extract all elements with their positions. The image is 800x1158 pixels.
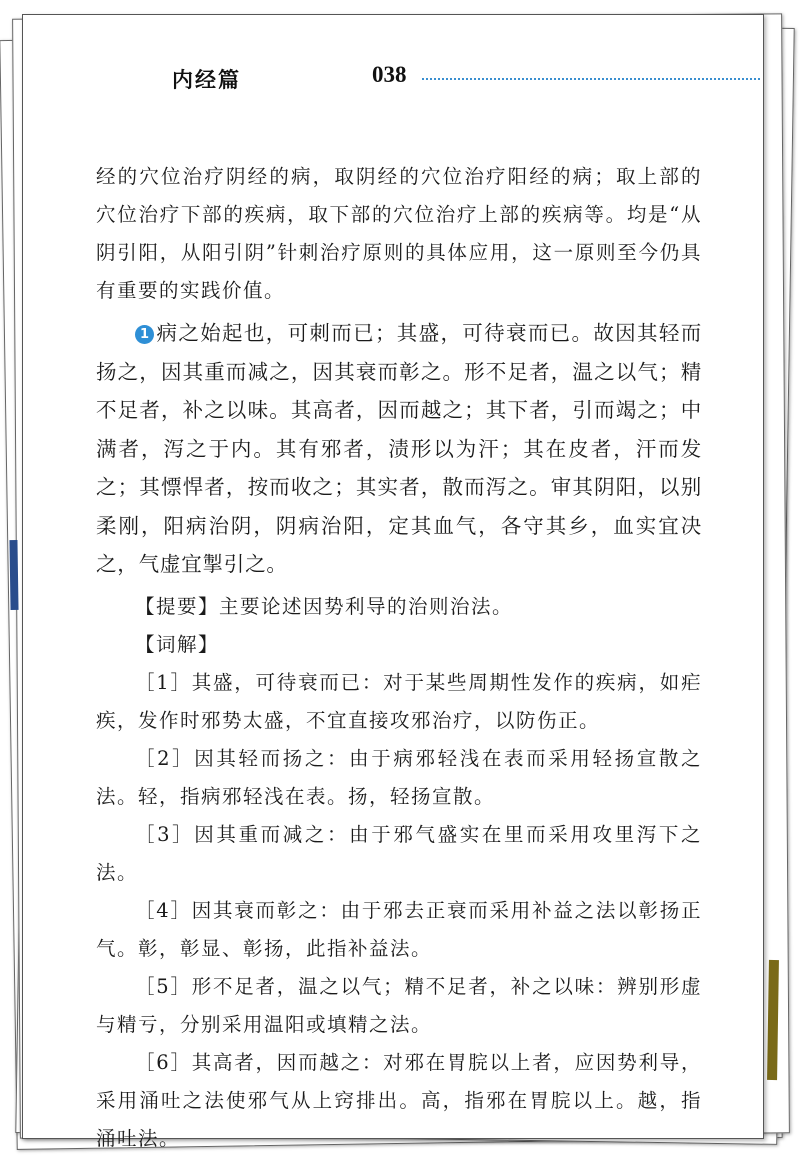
glossary-note: ［4］因其衰而彰之：由于邪去正衰而采用补益之法以彰扬正气。彰，彰显、彰扬，此指补益法。 bbox=[96, 898, 702, 960]
summary-paragraph: 【提要】主要论述因势利导的治则治法。 bbox=[135, 594, 514, 618]
header-logo: 内经篇 bbox=[172, 68, 241, 92]
page-edge-stripe bbox=[9, 540, 18, 610]
page-number: 038 bbox=[372, 62, 407, 87]
glossary-note: ［5］形不足者，温之以气；精不足者，补之以味：辨别形虚与精亏，分别采用温阳或填精之法。 bbox=[96, 974, 702, 1036]
glossary-note: ［1］其盛，可待衰而已：对于某些周期性发作的疾病，如疟疾，发作时邪势太盛，不宜直接攻邪治疗，以防伤正。 bbox=[96, 670, 702, 732]
page-edge-stripe bbox=[767, 960, 779, 1080]
glossary-note: ［3］因其重而减之：由于邪气盛实在里而采用攻里泻下之法。 bbox=[96, 822, 702, 884]
glossary-heading: 【词解】 bbox=[135, 632, 220, 656]
section-number-badge: 1 bbox=[135, 325, 154, 344]
header-dotted-rule bbox=[422, 78, 760, 80]
intro-paragraph: 经的穴位治疗阴经的病，取阴经的穴位治疗阳经的病；取上部的穴位治疗下部的疾病，取下部的穴位治疗上部的疾病等。均是“从阴引阳，从阳引阴”针刺治疗原则的具体应用，这一原则至今仍具有重要的实践价值。 bbox=[96, 165, 702, 302]
glossary-note: ［6］其高者，因而越之：对邪在胃脘以上者，应因势利导，采用涌吐之法使邪气从上窍排出。高，指邪在胃脘以上。越，指涌吐法。 bbox=[96, 1050, 702, 1150]
page-body bbox=[96, 158, 702, 1158]
glossary-note: ［2］因其轻而扬之：由于病邪轻浅在表而采用轻扬宣散之法。轻，指病邪轻浅在表。扬，轻扬宣散。 bbox=[96, 746, 702, 808]
page-header bbox=[172, 62, 762, 96]
classic-text-paragraph bbox=[96, 314, 702, 584]
classic-text: 病之始起也，可刺而已；其盛，可待衰而已。故因其轻而扬之，因其重而减之，因其衰而彰之。形不足者，温之以气；精不足者，补之以味。其高者，因而越之；其下者，引而竭之；中满者，泻之于内。其有邪者，渍形以为汗；其在皮者，汗而发之；其慓悍者，按而收之；其实者，散而泻之。审其阴阳，以别柔刚，阳病治阴，阴病治阳，定其血气，各守其乡，血实宜决之，气虚宜掣引之。 bbox=[96, 321, 702, 576]
